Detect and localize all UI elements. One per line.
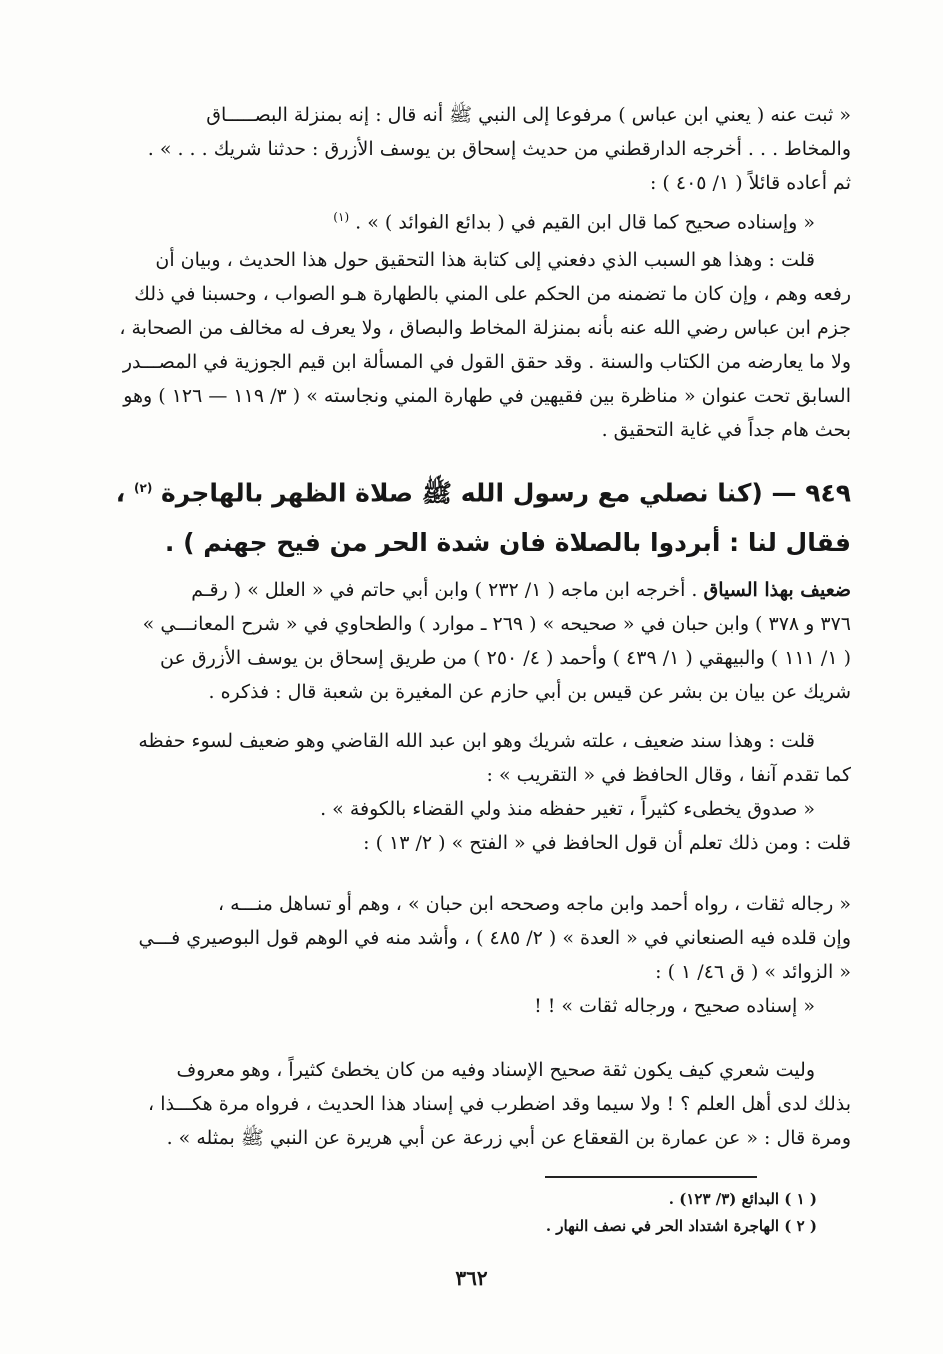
text-line: « رجاله ثقات ، رواه أحمد وابن ماجه وصححه ابن حبان » ، وهم أو تساهل منـــه ، [217,893,851,915]
paragraph-commentary [91,243,851,447]
text-line: ولا ما يعارضه من الكتاب والسنة . وقد حقق القول في المسألة ابن قيم الجوزية في المصـــدر [122,351,851,373]
hadith-line-1 [81,463,851,518]
text-line: والمخاط . . . أخرجه الدارقطني من حديث إسحاق بن يوسف الأزرق : حدثنا شريك . . . » . [147,138,851,160]
footnote-2: ( ٢ ) الهاجرة اشتداد الحر في نصف النهار . [545,1217,817,1235]
text-line: السابق تحت عنوان « مناظرة بين فقيهين في طهارة المني ونجاسته » ( ٣/ ١١٩ — ١٢٦ ) وهو [123,385,851,407]
text-line: « الزوائد » ( ق ٤٦/ ١ ) : [655,961,851,983]
text-line: رفعه وهم ، وإن كان ما تضمنه من الحكم على المني بالطهارة هـو الصواب ، وحسبنا في ذلك [134,283,851,305]
text-line: قلت : وهذا هو السبب الذي دفعني إلى كتابة هذا التحقيق حول هذا الحديث ، وبيان أن [155,249,815,271]
text-line: كما تقدم آنفا ، وقال الحافظ في « التقريب » : [486,764,851,786]
hadith-heading [81,463,851,568]
footnote-ref-2: (٢) [134,481,153,495]
text-line: قلت : وهذا سند ضعيف ، علته شريك وهو ابن عبد الله القاضي وهو ضعيف لسوء حفظه [138,730,815,752]
paragraph-grading [91,573,851,709]
text-line: وليت شعري كيف يكون ثقة صحيح الإسناد وفيه من كان يخطئ كثيراً ، وهو معروف [176,1059,815,1081]
text-line: ( ١/ ١١١ ) والبيهقي ( ١/ ٤٣٩ ) وأحمد ( ٤/ ٢٥٠ ) من طريق إسحاق بن يوسف الأزرق عن [160,647,851,669]
punctuation: ، [115,478,126,508]
hadith-line-2: فقال لنا : أبردوا بالصلاة فان شدة الحر من فيح جهنم ) . [164,528,851,558]
page-number: ٣٦٢ [455,1266,488,1290]
hadith-text: ٩٤٩ — (كنا نصلي مع رسول الله ﷺ صلاة الظهر بالهاجرة [161,478,851,508]
footnote-1: ( ١ ) البدائع (٣/ ١٢٣) . [668,1190,817,1208]
paragraph-conclusion [91,1053,851,1155]
text-line: ٣٧٦ و ٣٧٨ ) وابن حبان في « صحيحه » ( ٢٦٩ ـ موارد ) والطحاوي في « شرح المعانـــي » [142,613,851,635]
text-line: بحث هام جداً في غاية التحقيق . [601,419,851,441]
text-line: ثم أعاده قائلاً ( ١/ ٤٠٥ ) : [649,172,851,194]
grade-label: ضعيف بهذا السياق [703,579,851,601]
footnote-ref-1: (١) [333,210,350,224]
text-line: « إسناده صحيح ، ورجاله ثقات » ! ! [534,995,815,1017]
quote-text: « وإسناده صحيح كما قال ابن القيم في ( بدائع الفوائد ) » . [355,211,815,234]
text-line: بذلك لدى أهل العلم ؟ ! ولا سيما وقد اضطرب في إسناد هذا الحديث ، فرواه مرة هكـــذا ، [148,1093,851,1115]
text-line: ومرة قال : « عن عمارة بن القعقاع عن أبي زرعة عن أبي هريرة عن النبي ﷺ بمثله » . [166,1127,851,1149]
text-line [91,573,851,607]
footnote-divider [545,1176,757,1178]
text-line: قلت : ومن ذلك تعلم أن قول الحافظ في « الفتح » ( ٢/ ١٣ ) : [363,832,851,854]
text-line: شريك عن بيان بن بشر عن قيس بن أبي حازم عن المغيرة بن شعبة قال : فذكره . [208,681,851,703]
paragraph-quote-ibn-abbas [91,98,851,239]
paragraph-sanad [91,724,851,860]
text-line: جزم ابن عباس رضي الله عنه بأنه بمنزلة المخاط والبصاق ، ولا يعرف له مخالف من الصحابة ، [119,317,851,339]
text-line: « صدوق يخطىء كثيراً ، تغير حفظه منذ ولي القضاء بالكوفة » . [320,798,815,820]
text-line: « ثبت عنه ( يعني ابن عباس ) مرفوعا إلى النبي ﷺ أنه قال : إنه بمنزلة البصـــــاق [206,104,851,126]
text-line [91,200,851,239]
footnotes [417,1186,817,1240]
text-line: وإن قلده فيه الصنعاني في « العدة » ( ٢/ ٤٨٥ ) ، وأشد منه في الوهم قول البوصيري فـــي [138,927,851,949]
grade-text: . أخرجه ابن ماجه ( ١/ ٢٣٢ ) وابن أبي حاتم في « العلل » ( رقـم [191,579,698,601]
paragraph-rijal [91,887,851,1023]
